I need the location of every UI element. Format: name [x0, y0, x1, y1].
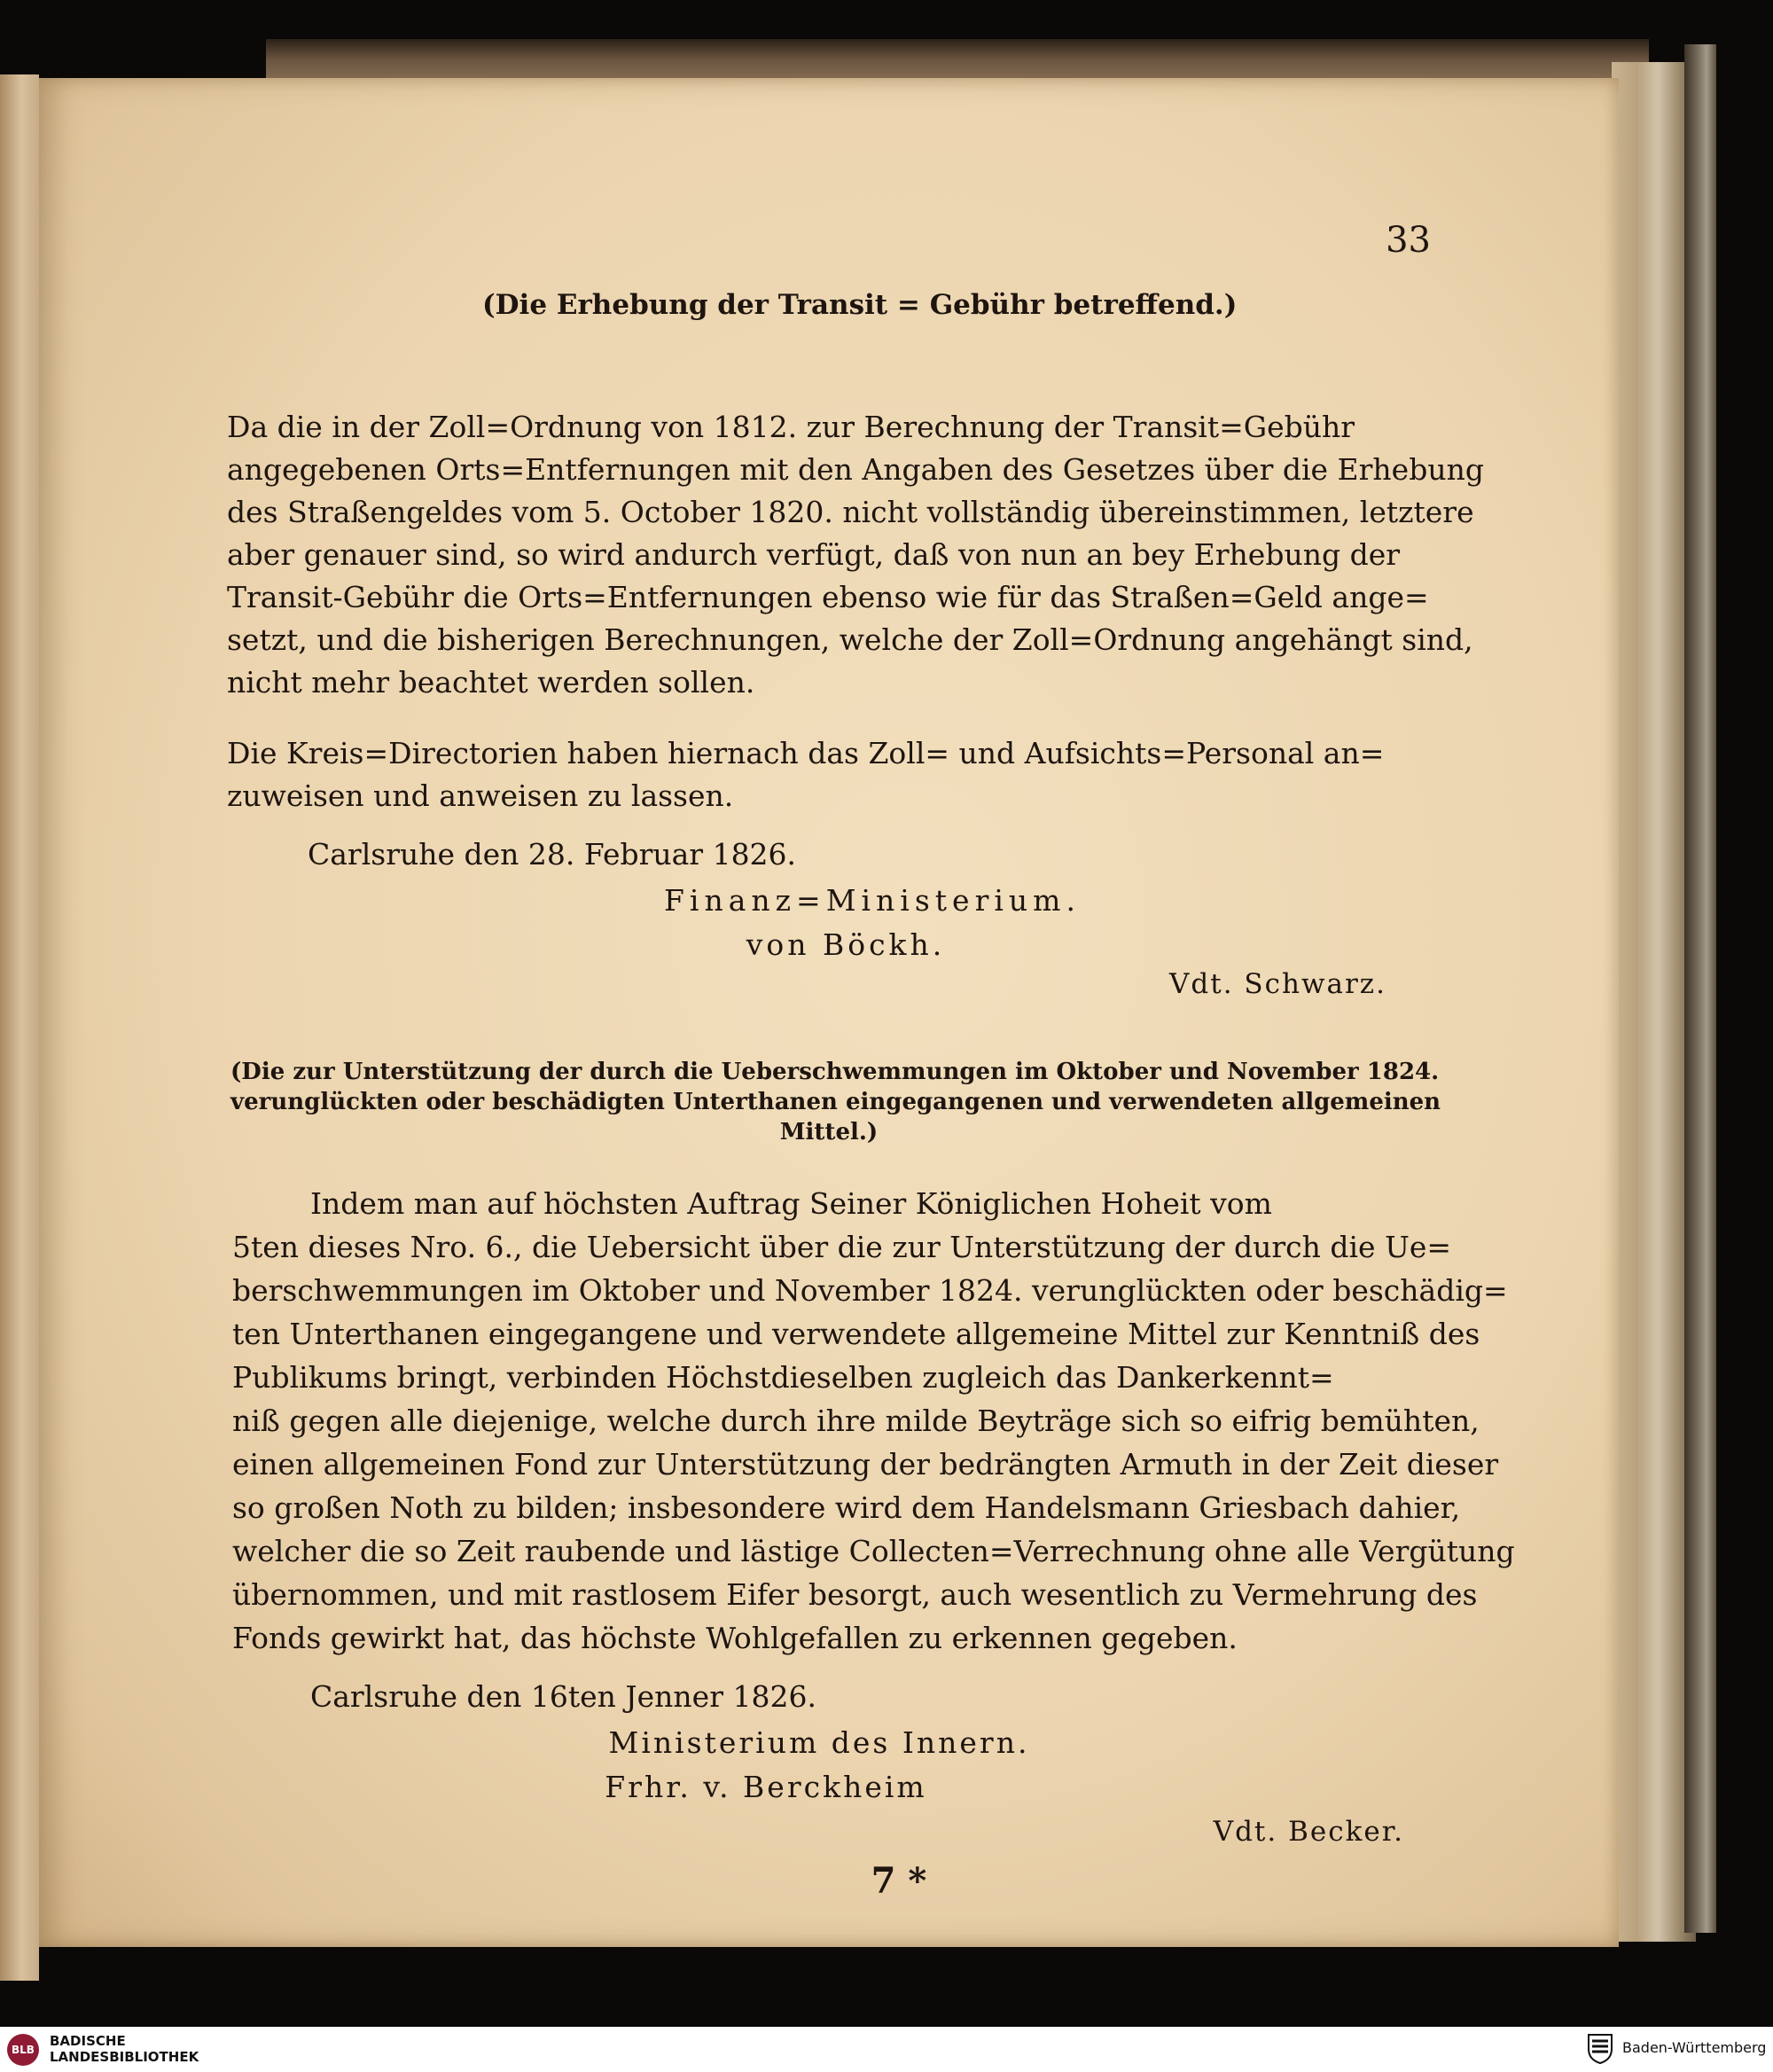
heading-line: (Die zur Unterstützung der durch die Ueberschwemmungen im Oktober und November 1824.: [230, 1059, 1440, 1085]
section1-paragraph2: [227, 736, 1424, 816]
text-line: einen allgemeinen Fond zur Unterstützung der bedrängten Armuth in der Zeit dieser: [232, 1447, 1499, 1482]
text-line: niß gegen alle diejenige, welche durch ihre milde Beyträge sich so eifrig bemühten,: [232, 1403, 1480, 1438]
text-line: Da die in der Zoll=Ordnung von 1812. zur Berechnung der Transit=Gebühr: [227, 410, 1355, 444]
text-line: setzt, und die bisherigen Berechnungen, welche der Zoll=Ordnung angehängt sind,: [227, 622, 1473, 657]
section1-signatory: von Böckh.: [746, 927, 946, 962]
text-line: so großen Noth zu bilden; insbesondere wird dem Handelsmann Griesbach dahier,: [232, 1490, 1461, 1525]
blb-logo-icon[interactable]: BLB: [7, 2034, 39, 2066]
section2-authority: Ministerium des Innern.: [608, 1725, 1030, 1760]
text-line: berschwemmungen im Oktober und November 1824. verunglückten oder beschädig=: [232, 1273, 1508, 1308]
blb-name-line2: LANDESBIBLIOTHEK: [50, 2049, 199, 2065]
section1-countersign: Vdt. Schwarz.: [1169, 968, 1386, 1000]
document-page: [39, 78, 1619, 1947]
text-line: Die Kreis=Directorien haben hiernach das Zoll= und Aufsichts=Personal an=: [227, 736, 1385, 770]
heading-line: Mittel.): [779, 1119, 879, 1145]
baden-wuerttemberg-label[interactable]: Baden-Württemberg: [1622, 2039, 1767, 2056]
footer-bar: [0, 2027, 1773, 2072]
text-line: Publikums bringt, verbinden Höchstdieselben zugleich das Dankerkennt=: [232, 1360, 1334, 1395]
section2-date: Carlsruhe den 16ten Jenner 1826.: [310, 1679, 816, 1714]
section2-paragraph: [232, 1186, 1515, 1683]
book-cover-edge: [1684, 44, 1716, 1933]
text-line: Transit-Gebühr die Orts=Entfernungen ebenso wie für das Straßen=Geld ange=: [227, 580, 1429, 614]
text-line: angegebenen Orts=Entfernungen mit den Angaben des Gesetzes über die Erhebung: [227, 452, 1484, 487]
blb-name-line1: BADISCHE: [50, 2033, 126, 2049]
section1-date: Carlsruhe den 28. Februar 1826.: [308, 837, 797, 872]
text-line: des Straßengeldes vom 5. October 1820. nicht vollständig übereinstimmen, letztere: [227, 495, 1474, 529]
section1-paragraph1: [227, 410, 1484, 720]
page-stack-edge: [1612, 62, 1696, 1942]
section2-heading: [230, 1057, 1441, 1147]
sheet-signature: 7 *: [871, 1860, 927, 1902]
text-line: aber genauer sind, so wird andurch verfügt, daß von nun an bey Erhebung der: [227, 537, 1400, 572]
heading-line: verunglückten oder beschädigten Unterthanen eingegangenen und verwendeten allgemeinen: [230, 1089, 1441, 1115]
text-line: nicht mehr beachtet werden sollen.: [227, 665, 755, 700]
section2-signatory: Frhr. v. Berckheim: [605, 1770, 927, 1804]
facing-page-edge: [0, 74, 39, 1981]
blb-name[interactable]: [50, 2033, 262, 2065]
text-line: Fonds gewirkt hat, das höchste Wohlgefallen zu erkennen gegeben.: [232, 1621, 1238, 1655]
section1-heading: (Die Erhebung der Transit = Gebühr betreffend.): [482, 289, 1238, 321]
page-number: 33: [1386, 220, 1431, 261]
baden-wuerttemberg-crest-icon[interactable]: [1587, 2033, 1613, 2065]
text-line: 5ten dieses Nro. 6., die Uebersicht über die zur Unterstützung der durch die Ue=: [232, 1230, 1452, 1264]
text-line: übernommen, und mit rastlosem Eifer besorgt, auch wesentlich zu Vermehrung des: [232, 1577, 1478, 1612]
text-line: welcher die so Zeit raubende und lästige Collecten=Verrechnung ohne alle Vergütung: [232, 1534, 1515, 1568]
text-line: ten Unterthanen eingegangene und verwendete allgemeine Mittel zur Kenntniß des: [232, 1317, 1480, 1351]
section2-countersign: Vdt. Becker.: [1213, 1816, 1404, 1848]
section1-authority: Finanz=Ministerium.: [664, 883, 1081, 918]
text-line: Indem man auf höchsten Auftrag Seiner Königlichen Hoheit vom: [310, 1186, 1272, 1221]
text-line: zuweisen und anweisen zu lassen.: [227, 778, 734, 813]
